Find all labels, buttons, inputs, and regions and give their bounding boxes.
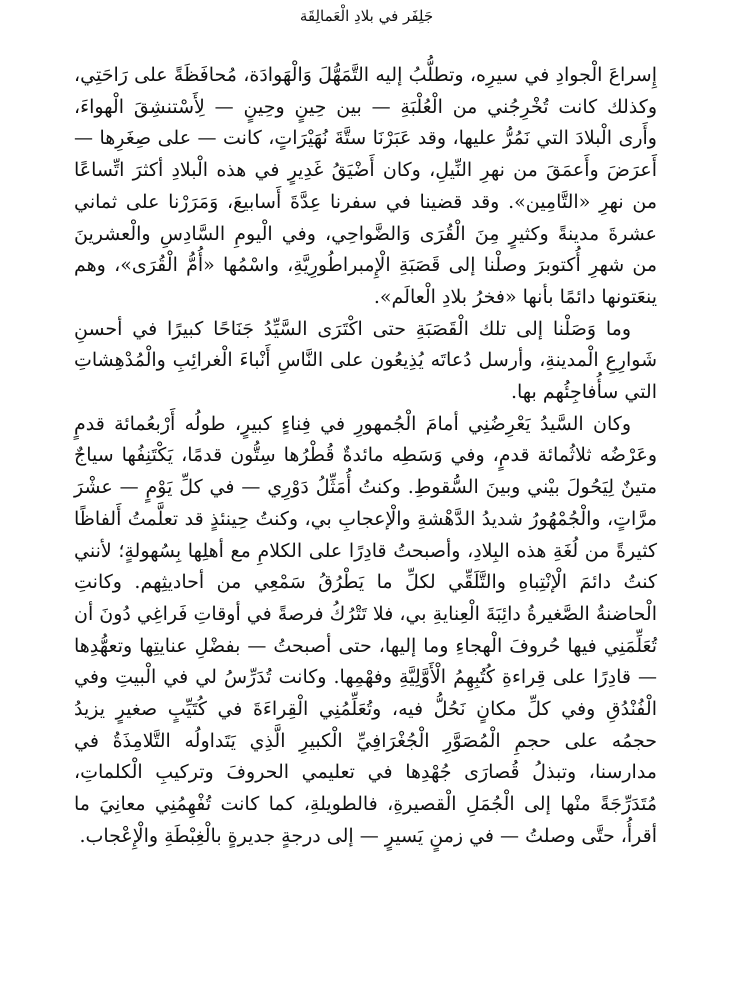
paragraph-3: وكان السَّيدُ يَعْرِضُنِي أمامَ الْجُمهورِ في فِناءٍ كبيرٍ، طولُه أَرْبعُمائة قدمٍ وعَرْضُه ثلاثُمائة قدمٍ، وفي وَسَطِه مائدةٌ قُطْرُها سِتُّون قدمًا، يَكْتَنِفُها سياجٌ متينٌ لِيَحُولَ بيْني وبينَ السُّقوطِ. وكنتُ أُمَثِّلُ دَوْرِي — في كلِّ يَوْمٍ — عشْرَ مرَّاتٍ، والْجُمْهُورُ شديدُ الدَّهْشةِ والْإعجابِ بي، وكنتُ حِينئذٍ قد تعلَّمتُ أَلفاظًا كثيرةً من لُغَةِ هذه البِلادِ، وأصبحتُ قادِرًا على الكلامِ مع أهلِها بِسُهولةٍ؛ لأنني كنتُ دائمَ الْإنْتِباهِ والتَّلَقِّي لكلِّ ما يَطْرُقُ سَمْعِي من أحاديثِهم. وكانتِ الْحاضنةُ الصَّغيرةُ دائِبَةَ الْعِنايةِ بي، فلا تَتْرُكُ فرصةً في أوقاتِ فَراغِي دُونَ أن تُعَلِّمَنِي فيها حُروفَ الْهجاءِ وما إليها، حتى أصبحتُ — بفضْلِ عنايتِها وتعهُّدِها — قادِرًا على قِراءةِ كُتُبِهِمُ الْأَوَّلِيَّةِ وفهْمِها. وكانت تُدَرِّسُ لي في الْبيتِ وفي الْفُنْدُقِ وفي كلِّ مكانٍ نَحُلُّ فيه، وتُعَلِّمُنِي الْقِراءَةَ في كُتَيِّبٍ صغيرٍ يزيدُ حجمُه على حجمِ الْمُصَوَّرِ الْجُغْرَافِيِّ الْكبيرِ الَّذِي يَتَداولُه التَّلامِذَةُ في مدارسنا، وتبذلُ قُصارَى جُهْدِها في تعليمي الحروفَ وتركيبِ الْكلماتِ، مُتَدَرِّجَةً منْها إلى الْجُمَلِ الْقصيرةِ، فالطويلةِ، كما كانت تُفْهِمُنِي معانِيَ ما أقرأُ، حتَّى وصلتُ — في زمنٍ يَسيرٍ — إلى درجةٍ جديرةٍ بالْغِبْطَةِ والْإِعْجاب. <box>73 412 657 847</box>
running-header: جَلِفَر في بلادِ الْعَمالِقَة <box>299 7 434 25</box>
body-text <box>74 60 657 853</box>
paragraph-1: إِسراعَ الْجوادِ في سيرِه، وتطلُّبُ إليه التَّمَهُّلَ وَالْهَوادَة، مُحافَظَةً على رَاحَتِي، وكذلك كانت تُخْرِجُني من الْعُلْبَةِ — بين حِينٍ وحِينٍ — لِأَسْتنشِقَ الْهواءَ، وأَرى الْبلادَ التي نَمُرُّ عليها، وقد عَبَرْنَا ستَّةَ نُهَيْرَاتٍ، كانت — على صِغَرِها — أَعرَضَ وأَعمَقَ من نهرِ النِّيلِ، وكان أَضْيَقُ غَدِيرٍ في هذه الْبلادِ أكثرَ اتِّساعًا من نهرِ «التَّامِين». وقد قضينا في سفرنا عِدَّةَ أَسابيعَ، وَمَرَرْنا على ثماني عشرةَ مدينةً وكثيرٍ مِنَ الْقُرَى وَالضَّواحِي، وفي الْيومِ السَّادِسِ والْعشرينَ من شهرِ أُكتوبرَ وصلْنا إلى قَصَبَةِ الْإِمبراطُورِيَّةِ، واسْمُها «أُمُّ الْقُرَى»، وهم ينعَتونها دائمًا بأنها «فخرُ بلادِ الْعالَم». <box>74 64 657 308</box>
paragraph-2: وما وَصَلْنا إلى تلك الْقَصَبَةِ حتى اكْتَرَى السَّيِّدُ جَنَاحًا كبيرًا في أحسنِ شَوارِعِ الْمدينةِ، وأرسل دُعاتَه يُذِيعُون على النَّاسِ أَنْباءَ الْغرائِبِ والْمُدْهِشاتِ التي سأُفاجِئُهم بها. <box>74 317 657 404</box>
